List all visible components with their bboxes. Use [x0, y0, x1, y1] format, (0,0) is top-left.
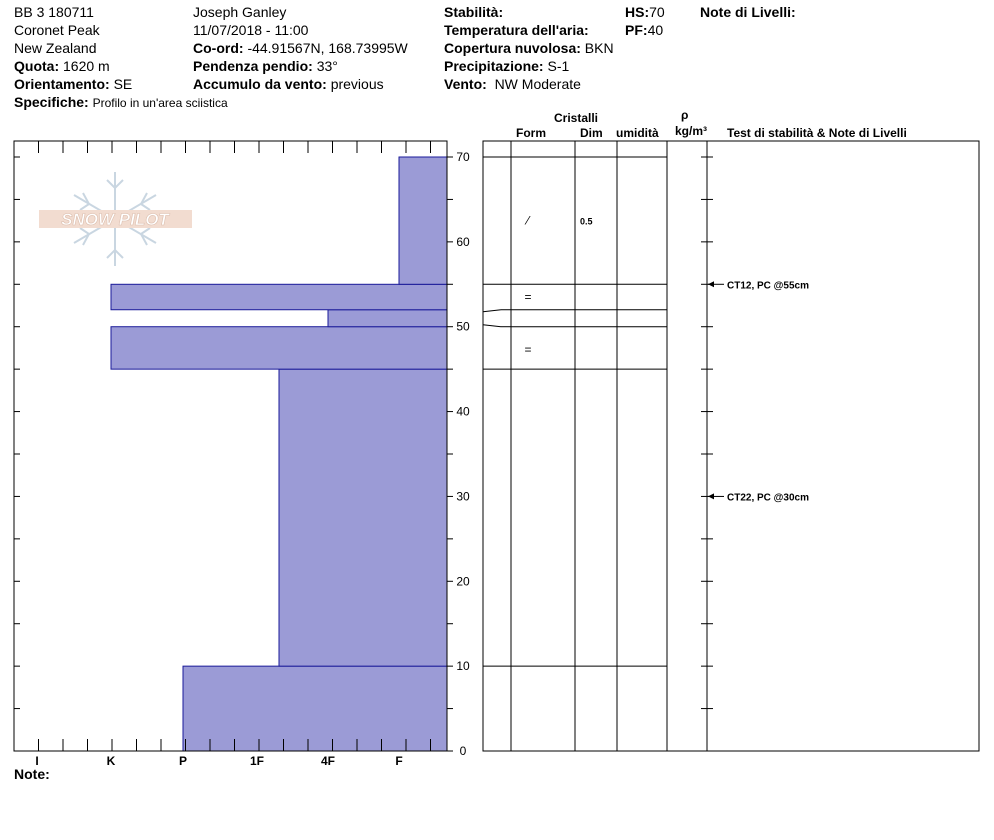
- precipitazione-value: S-1: [547, 58, 570, 74]
- table-frame: [483, 141, 979, 751]
- layer-connector: [483, 325, 501, 327]
- quota-value: 1620 m: [63, 58, 110, 74]
- copertura-label: Copertura nuvolosa:: [444, 40, 581, 56]
- observation-datetime: 11/07/2018 - 11:00: [193, 22, 309, 38]
- quota-label: Quota:: [14, 58, 60, 74]
- logo-text: SNOW PILOT: [61, 210, 169, 229]
- hardness-bar-5: [399, 157, 447, 284]
- stabilita-label: Stabilità:: [444, 4, 504, 20]
- form-header: Form: [516, 126, 546, 140]
- arrow-left-icon: [708, 493, 714, 499]
- vento-label: Vento:: [444, 76, 487, 92]
- orientamento-label: Orientamento:: [14, 76, 110, 92]
- specifiche-label: Specifiche:: [14, 94, 89, 110]
- specifiche-value: Profilo in un'area sciistica: [92, 96, 228, 110]
- x-tick-label: F: [395, 754, 403, 768]
- pf-value: 40: [647, 22, 664, 38]
- observer-name: Joseph Ganley: [193, 4, 287, 20]
- x-tick-label: I: [35, 754, 39, 768]
- tests-header: Test di stabilità & Note di Livelli: [727, 126, 907, 140]
- hs-value: 70: [649, 4, 665, 20]
- y-tick-label: 40: [456, 404, 470, 419]
- pf-label: PF:: [625, 22, 648, 38]
- x-tick-label: 1F: [249, 754, 265, 768]
- hardness-bar-2: [111, 327, 447, 369]
- coord-value: -44.91567N, 168.73995W: [247, 40, 408, 56]
- y-tick-label: 10: [456, 659, 470, 674]
- stability-test-label: CT12, PC @55cm: [727, 280, 810, 292]
- rho-header: ρ: [681, 108, 689, 122]
- y-tick-label: 30: [456, 489, 470, 504]
- x-tick-label: 4F: [320, 754, 336, 768]
- vento-value: NW Moderate: [494, 76, 581, 92]
- hardness-bar-3: [328, 310, 447, 327]
- orientamento-value: SE: [113, 76, 133, 92]
- precipitazione-label: Precipitazione:: [444, 58, 544, 74]
- accumulo-label: Accumulo da vento:: [193, 76, 327, 92]
- hs-label: HS:: [625, 4, 650, 20]
- layer-connector: [483, 310, 501, 312]
- hardness-bar-0: [183, 666, 447, 751]
- x-tick-label: K: [106, 754, 116, 768]
- crystal-dim-label: 0.5: [580, 216, 593, 227]
- dim-header: Dim: [580, 126, 603, 140]
- copertura-value: BKN: [584, 40, 614, 56]
- coord-label: Co-ord:: [193, 40, 244, 56]
- location: Coronet Peak: [14, 22, 100, 38]
- crystal-form-symbol: =: [524, 342, 532, 357]
- y-tick-label: 70: [456, 150, 470, 164]
- arrow-left-icon: [708, 281, 714, 287]
- country: New Zealand: [14, 40, 97, 56]
- profile-id: BB 3 180711: [14, 4, 94, 20]
- cristalli-header: Cristalli: [554, 111, 599, 125]
- pendenza-value: 33°: [316, 58, 338, 74]
- hardness-bar-1: [279, 369, 447, 666]
- umidita-header: umidità: [616, 126, 659, 140]
- pendenza-label: Pendenza pendio:: [193, 58, 313, 74]
- stability-test-label: CT22, PC @30cm: [727, 492, 810, 504]
- y-tick-label: 0: [459, 744, 467, 758]
- snow-pilot-logo: [39, 172, 192, 266]
- y-tick-label: 60: [456, 234, 470, 249]
- note-livelli-label: Note di Livelli:: [700, 4, 796, 20]
- y-tick-label: 50: [456, 319, 470, 334]
- accumulo-value: previous: [330, 76, 384, 92]
- crystal-form-symbol: =: [524, 290, 532, 305]
- density-unit-header: kg/m³: [675, 124, 708, 138]
- note-label: Note:: [14, 766, 50, 782]
- y-tick-label: 20: [456, 574, 470, 589]
- crystal-form-symbol: ⁄: [526, 213, 530, 228]
- hardness-bar-4: [111, 284, 447, 309]
- temperatura-label: Temperatura dell'aria:: [444, 22, 589, 38]
- x-tick-label: P: [178, 754, 188, 768]
